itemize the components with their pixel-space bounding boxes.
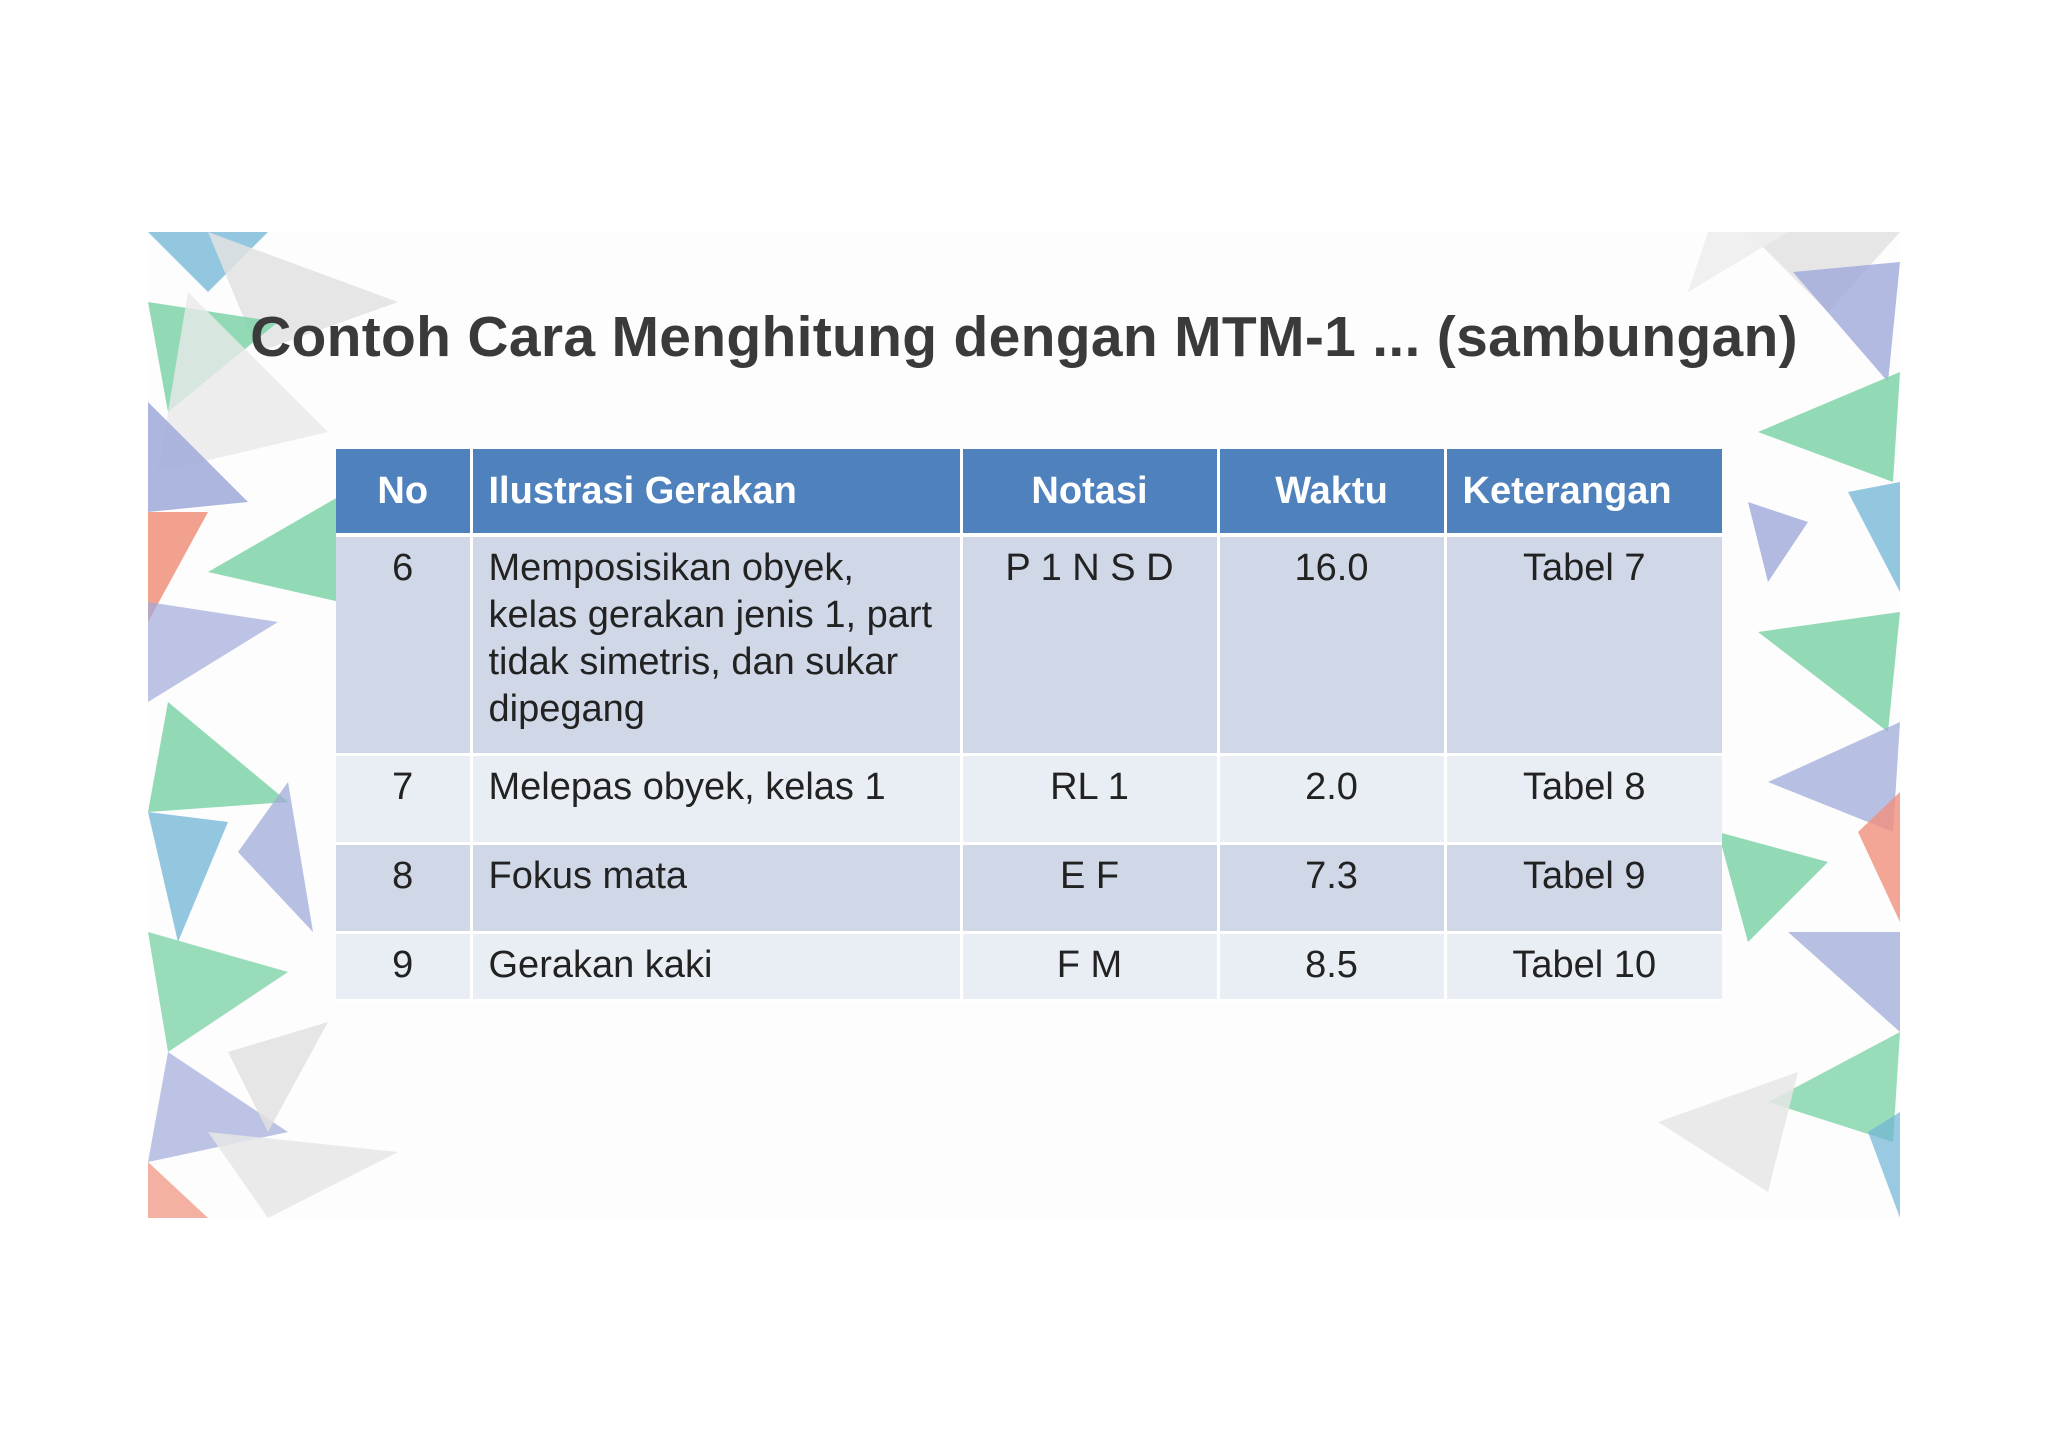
- cell-keterangan: Tabel 7: [1445, 535, 1722, 755]
- cell-keterangan: Tabel 9: [1445, 844, 1722, 933]
- slide: [148, 232, 1900, 1218]
- cell-ilustrasi: Memposisikan obyek, kelas gerakan jenis 1, part tidak simetris, dan sukar dipegang: [471, 535, 961, 755]
- table-row: [336, 755, 1722, 844]
- cell-keterangan: Tabel 10: [1445, 933, 1722, 1001]
- header-keterangan: Keterangan: [1445, 449, 1722, 535]
- cell-waktu: 16.0: [1218, 535, 1445, 755]
- cell-notasi: RL 1: [961, 755, 1218, 844]
- slide-title: Contoh Cara Menghitung dengan MTM-1 ... (sambungan): [250, 305, 1798, 369]
- cell-waktu: 8.5: [1218, 933, 1445, 1001]
- cell-keterangan: Tabel 8: [1445, 755, 1722, 844]
- cell-waktu: 7.3: [1218, 844, 1445, 933]
- cell-ilustrasi: Gerakan kaki: [471, 933, 961, 1001]
- header-no: No: [336, 449, 471, 535]
- table-row: [336, 844, 1722, 933]
- header-ilustrasi: Ilustrasi Gerakan: [471, 449, 961, 535]
- cell-no: 9: [336, 933, 471, 1001]
- cell-no: 7: [336, 755, 471, 844]
- cell-waktu: 2.0: [1218, 755, 1445, 844]
- table-row: [336, 535, 1722, 755]
- header-notasi: Notasi: [961, 449, 1218, 535]
- cell-ilustrasi: Melepas obyek, kelas 1: [471, 755, 961, 844]
- cell-no: 8: [336, 844, 471, 933]
- cell-notasi: E F: [961, 844, 1218, 933]
- cell-no: 6: [336, 535, 471, 755]
- header-waktu: Waktu: [1218, 449, 1445, 535]
- cell-notasi: P 1 N S D: [961, 535, 1218, 755]
- cell-notasi: F M: [961, 933, 1218, 1001]
- mtm-table: [336, 449, 1722, 1002]
- table-row: [336, 933, 1722, 1001]
- table-header-row: [336, 449, 1722, 535]
- cell-ilustrasi: Fokus mata: [471, 844, 961, 933]
